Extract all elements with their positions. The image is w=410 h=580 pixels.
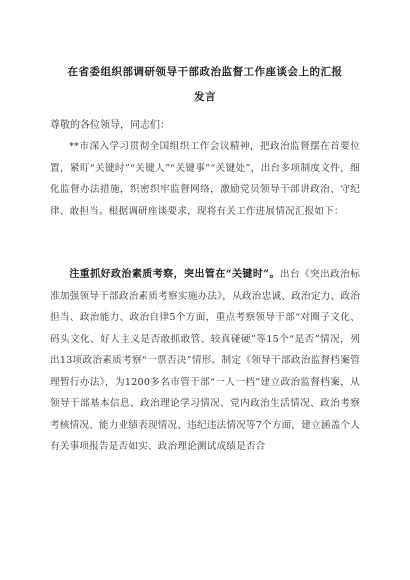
salutation: 尊敬的各位领导，同志们： — [50, 120, 170, 131]
section-1-body: 出台《突出政治标准加强领导干部政治素质考察实施办法》，从政治忠诚、政治定力、政治担当、政治能力、政治自律5个方面，重点考察领导干部“对圈子文化、码头文化、好人主义是否敢抓敢管、较真碰硬”等15个“是否”情况，列出13项政治素质考察“一票否决”情形。制定《领导干部政治监督档案管理暂行办法》，为1200多名市管干部“一人一档”建立政治监督档案，从领导干部基本信息、政治理论学习情况、党内政治生活情况、政治考察考核情况、能力业绩表现情况、违纪违法情况等7个方面，建立涵盖个人有关事项报告是否如实、政治理论测试成绩是否合 — [50, 269, 360, 452]
document-title-line2: 发言 — [194, 91, 216, 103]
section-1-heading: 注重抓好政治素质考察，突出管在“关键时”。 — [69, 269, 280, 280]
paragraph-intro: **市深入学习贯彻全国组织工作会议精神，把政治监督摆在首要位置，紧盯“关键时”“关键人”“关键事”“关键处”，出台多项制度文件，细化监督办法措施，织密织牢监督网络，激励党员领导干部讲政治、守纪律、敢担当。根据调研座谈要求，现将有关工作进展情况汇报如下： — [50, 141, 360, 217]
document-title — [50, 60, 360, 110]
paragraph-section-1 — [50, 264, 360, 458]
document-title-line1: 在省委组织部调研领导干部政治监督工作座谈会上的汇报 — [67, 66, 343, 78]
